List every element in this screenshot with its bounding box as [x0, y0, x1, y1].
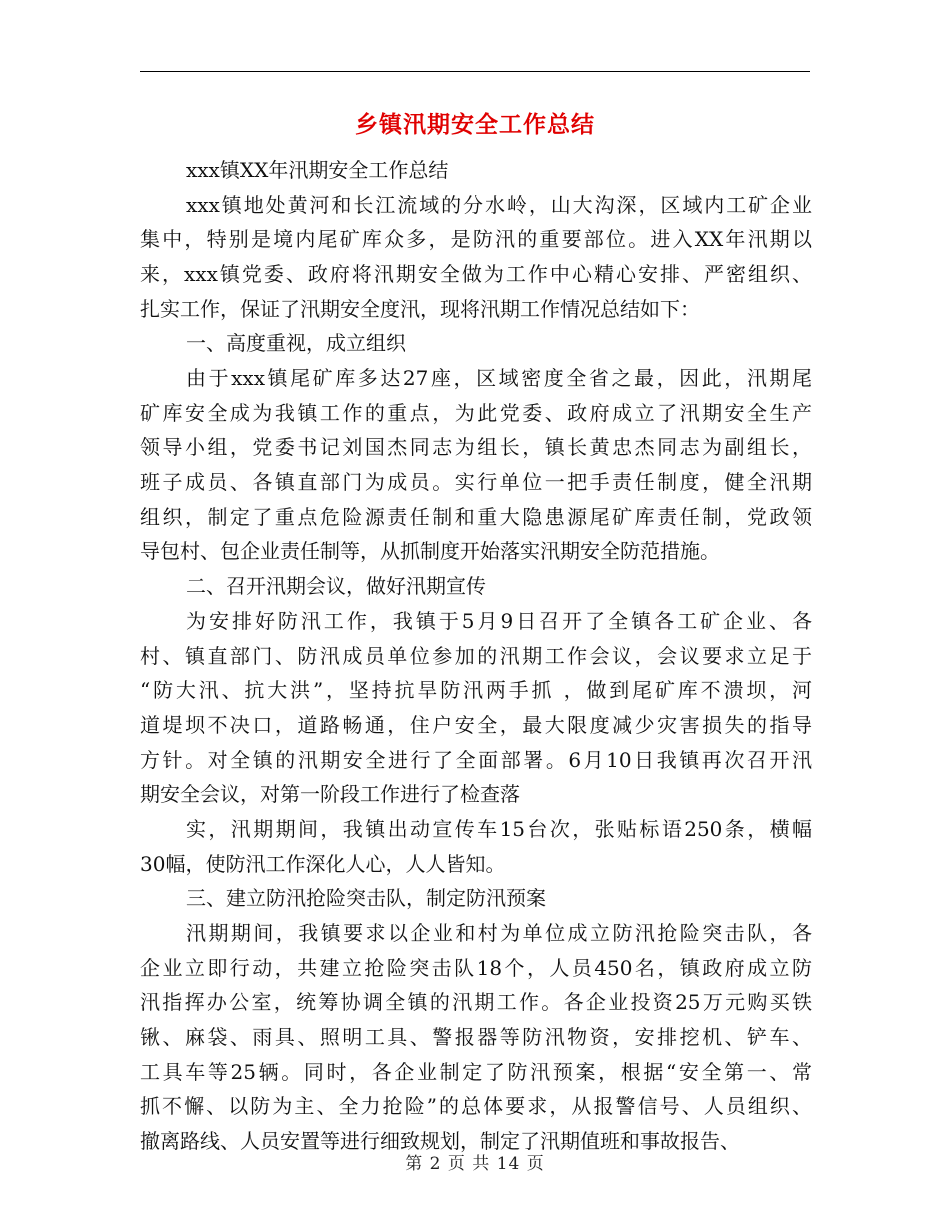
body-text-line: 汛指挥办公室，统筹协调全镇的汛期工作。各企业投资25万元购买铁 — [140, 990, 812, 1014]
body-text-line: 期安全会议，对第一阶段工作进行了检查落 — [140, 782, 520, 806]
body-text-line: 集中，特别是境内尾矿库众多，是防汛的重要部位。进入XX年汛期以 — [140, 227, 812, 251]
body-text-line: 扎实工作，保证了汛期安全度汛，现将汛期工作情况总结如下： — [140, 297, 700, 321]
body-text-line: 二、召开汛期会议，做好汛期宣传 — [186, 574, 486, 598]
body-text-line: 组织，制定了重点危险源责任制和重大隐患源尾矿库责任制，党政领 — [140, 505, 812, 529]
document-title: 乡镇汛期安全工作总结 — [355, 111, 595, 138]
body-text-line: 领导小组，党委书记刘国杰同志为组长，镇长黄忠杰同志为副组长， — [140, 435, 812, 459]
body-text-line: 工具车等25辆。同时，各企业制定了防汛预案，根据“安全第一、常 — [140, 1060, 812, 1084]
body-text-line: xxx镇地处黄河和长江流域的分水岭，山大沟深，区域内工矿企业 — [186, 193, 812, 217]
document-subtitle: xxx镇XX年汛期安全工作总结 — [186, 158, 449, 182]
page-number-footer: 第 2 页 共 14 页 — [405, 1154, 545, 1174]
body-text-line: 三、建立防汛抢险突击队，制定防汛预案 — [186, 886, 546, 910]
body-text-line: 为安排好防汛工作，我镇于5月9日召开了全镇各工矿企业、各 — [186, 609, 812, 633]
body-text-line: 村、镇直部门、防汛成员单位参加的汛期工作会议，会议要求立足于 — [140, 644, 812, 668]
body-text-line: 道堤坝不决口，道路畅通，住户安全，最大限度减少灾害损失的指导 — [140, 713, 812, 737]
body-text-line: 锹、麻袋、雨具、照明工具、警报器等防汛物资，安排挖机、铲车、 — [140, 1025, 812, 1049]
body-text-line: 实，汛期期间，我镇出动宣传车15台次，张贴标语250条，横幅 — [186, 817, 812, 841]
body-text-line: 方针。对全镇的汛期安全进行了全面部署。6月10日我镇再次召开汛 — [140, 748, 812, 772]
body-text-line: 矿库安全成为我镇工作的重点，为此党委、政府成立了汛期安全生产 — [140, 401, 812, 425]
body-text-line: 班子成员、各镇直部门为成员。实行单位一把手责任制度，健全汛期 — [140, 470, 812, 494]
body-text-line: 一、高度重视，成立组织 — [186, 331, 406, 355]
body-text-line: 企业立即行动，共建立抢险突击队18个，人员450名，镇政府成立防 — [140, 956, 812, 980]
body-text-line: 来，xxx镇党委、政府将汛期安全做为工作中心精心安排、严密组织、 — [140, 262, 812, 286]
body-text-line: 30幅，使防汛工作深化人心，人人皆知。 — [140, 852, 506, 876]
body-text-line: “防大汛、抗大洪”，坚持抗旱防汛两手抓 ，做到尾矿库不溃坝，河 — [140, 678, 812, 702]
body-text-line: 抓不懈、以防为主、全力抢险”的总体要求，从报警信号、人员组织、 — [140, 1094, 812, 1118]
body-text-line: 汛期期间，我镇要求以企业和村为单位成立防汛抢险突击队，各 — [186, 921, 812, 945]
body-text-line: 撤离路线、人员安置等进行细致规划，制定了汛期值班和事故报告、 — [140, 1129, 740, 1153]
header-rule — [140, 71, 810, 72]
body-text-line: 导包村、包企业责任制等，从抓制度开始落实汛期安全防范措施。 — [140, 539, 720, 563]
body-text-line: 由于xxx镇尾矿库多达27座，区域密度全省之最，因此，汛期尾 — [186, 366, 812, 390]
